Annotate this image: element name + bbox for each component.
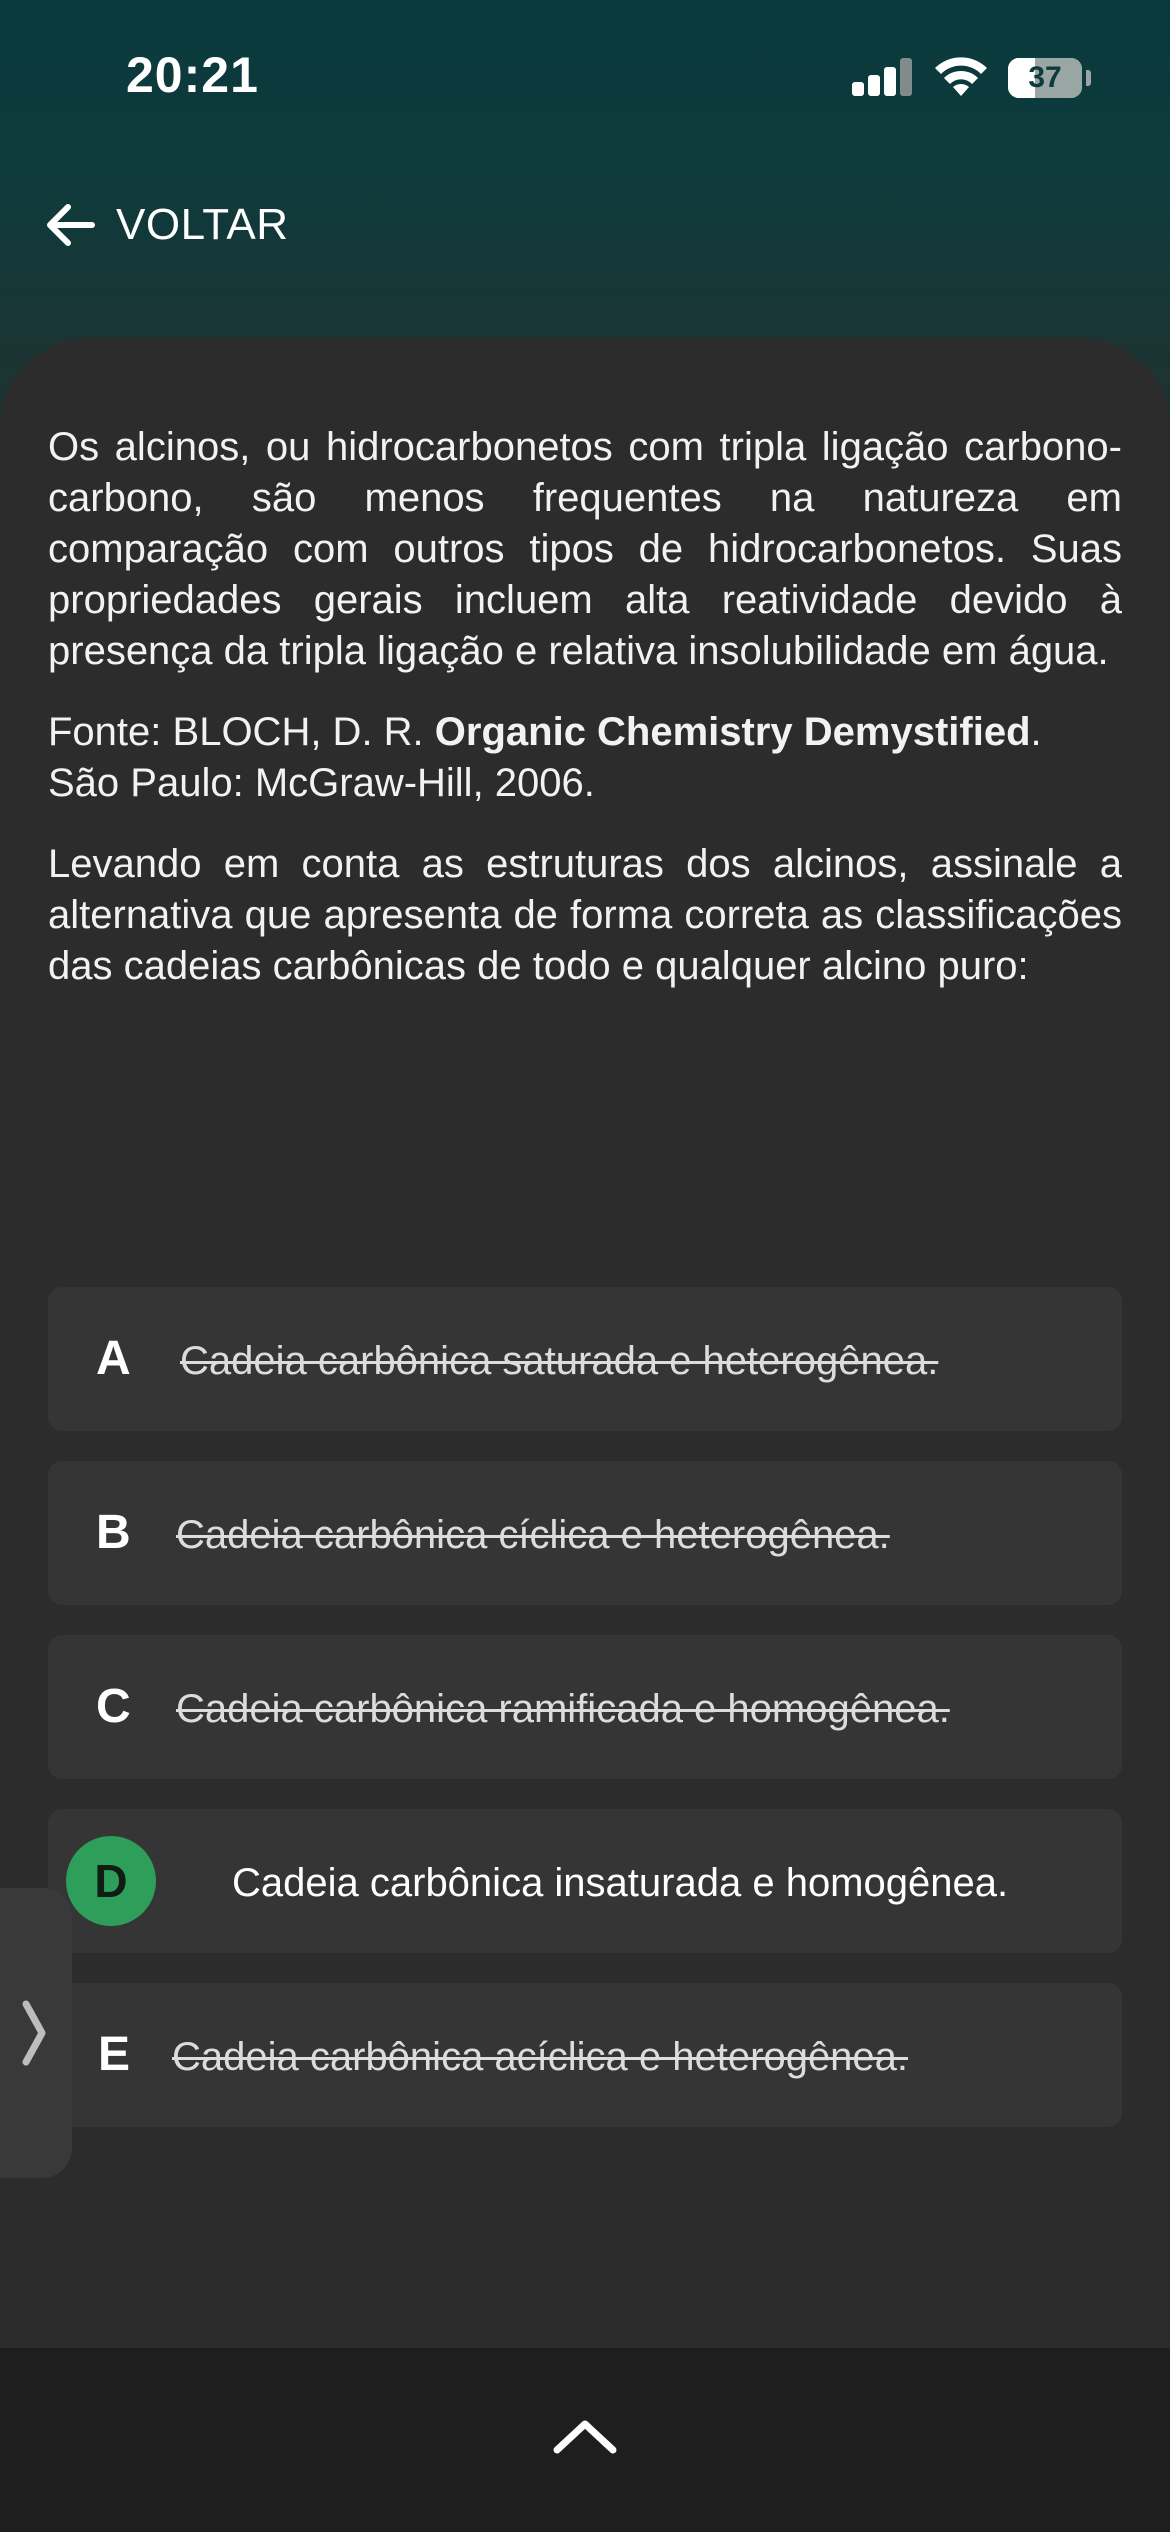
option-c[interactable] — [48, 1635, 1122, 1779]
question-paragraph: Os alcinos, ou hidrocarbonetos com tripla ligação carbono-carbono, são menos frequentes na natureza em comparação com outros tipos de hidrocarbonetos. Suas propriedades gerais incluem alta reatividade devido à presença da tripla ligação e relativa insolubilidade em água. — [48, 425, 1122, 673]
option-letter: A — [96, 1332, 131, 1385]
cellular-signal-icon — [852, 58, 914, 96]
option-letter: C — [96, 1680, 131, 1733]
chevron-up-icon[interactable] — [545, 2406, 625, 2466]
status-bar — [0, 0, 1170, 150]
option-text: Cadeia carbônica saturada e heterogênea. — [180, 1339, 939, 1383]
option-d[interactable] — [48, 1809, 1122, 1953]
source-suffix: . São Paulo: McGraw-Hill, 2006. — [48, 710, 1042, 805]
battery-level: 37 — [1028, 61, 1062, 94]
arrow-left-icon — [40, 195, 100, 255]
question-prompt: Levando em conta as estruturas dos alcinos, assinale a alternativa que apresenta de forma correta as classificações das cadeias carbônicas de todo e qualquer alcino puro: — [48, 842, 1122, 988]
selected-option-badge: D — [66, 1836, 156, 1926]
back-button[interactable] — [40, 190, 340, 260]
status-time: 20:21 — [126, 47, 259, 103]
option-a[interactable] — [48, 1287, 1122, 1431]
back-label: VOLTAR — [116, 200, 289, 249]
option-text: Cadeia carbônica acíclica e heterogênea. — [172, 2035, 909, 2079]
option-letter: B — [96, 1506, 131, 1559]
battery-tip — [1086, 70, 1091, 86]
option-e[interactable] — [48, 1983, 1122, 2127]
source-prefix: Fonte: BLOCH, D. R. — [48, 710, 435, 754]
option-b[interactable] — [48, 1461, 1122, 1605]
option-text: Cadeia carbônica cíclica e heterogênea. — [176, 1513, 890, 1557]
battery-icon — [1008, 58, 1082, 98]
bottom-bar — [0, 2348, 1170, 2532]
side-panel-handle[interactable] — [0, 1888, 72, 2178]
option-text: Cadeia carbônica ramificada e homogênea. — [176, 1687, 950, 1731]
option-text: Cadeia carbônica insaturada e homogênea. — [232, 1861, 1009, 1905]
chevron-right-icon — [18, 1998, 50, 2068]
source-title: Organic Chemistry Demystified — [434, 710, 1031, 754]
option-letter: E — [98, 2028, 131, 2081]
question-source — [48, 707, 1122, 809]
question-text — [48, 422, 1122, 1022]
wifi-icon — [934, 54, 988, 98]
